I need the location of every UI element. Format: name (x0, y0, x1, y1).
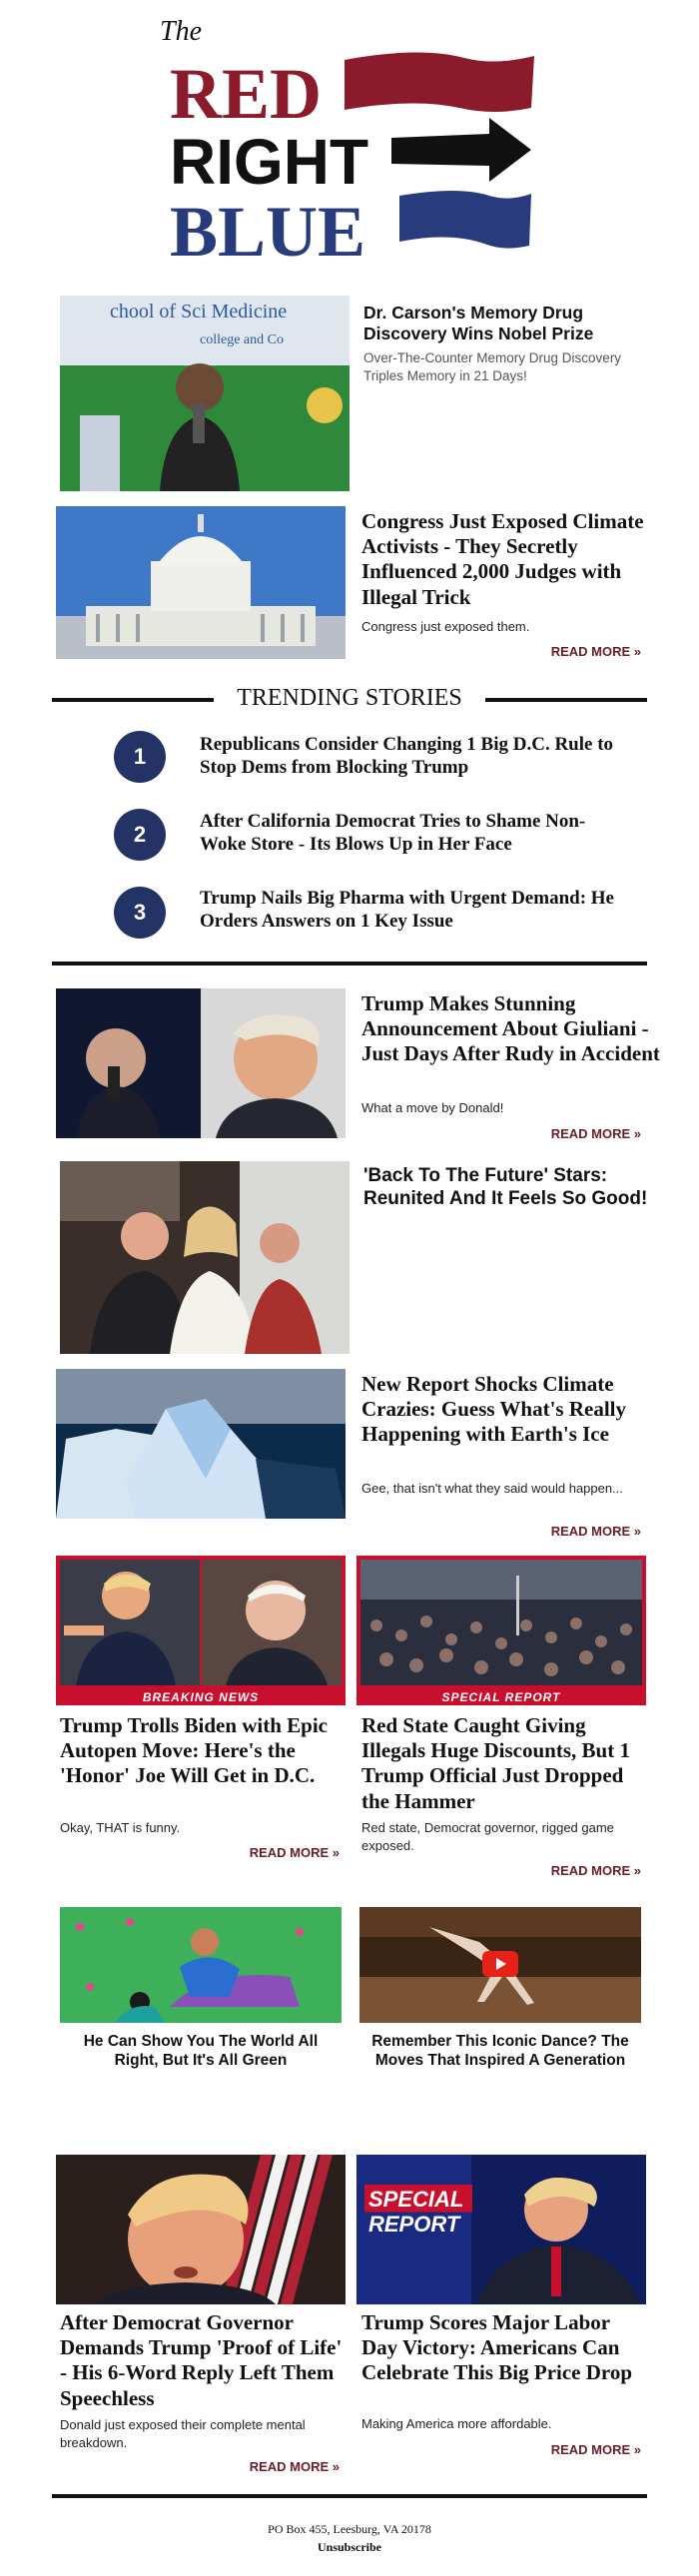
article-2-title[interactable]: Congress Just Exposed Climate Activists - They Secretly Influenced 2,000 Judges with Illegal Trick (361, 509, 644, 609)
three-people-reunion-image[interactable] (60, 1161, 350, 1354)
grid-2-left-teaser: Donald just exposed their complete mental breakdown. (60, 2417, 306, 2450)
logo-the: The (160, 18, 202, 47)
trending-rule-right (485, 698, 647, 702)
logo-blue: BLUE (170, 192, 366, 268)
trending-number-3: 3 (114, 887, 166, 939)
footer-address: PO Box 455, Leesburg, VA 20178 (268, 2522, 431, 2536)
article-1-teaser: Over-The-Counter Memory Drug Discovery Triples Memory in 21 Days! (363, 350, 622, 384)
dance-video-image[interactable] (359, 1907, 641, 2023)
logo-graphic (160, 18, 539, 268)
breaking-news-badge: BREAKING NEWS (56, 1689, 346, 1705)
article-3-read-more[interactable]: READ MORE » (550, 1126, 641, 1141)
article-3-teaser: What a move by Donald! (361, 1100, 504, 1115)
unsubscribe-link[interactable]: Unsubscribe (317, 2540, 381, 2554)
article-4-title[interactable]: 'Back To The Future' Stars: Reunited And It Feels So Good! (363, 1165, 648, 1209)
article-5-read-more[interactable]: READ MORE » (550, 1524, 641, 1539)
grid-2-right-title[interactable]: Trump Scores Major Labor Day Victory: Americans Can Celebrate This Big Price Drop (361, 2310, 633, 2385)
special-report-trump-image[interactable] (356, 2155, 646, 2304)
grid-1-left-teaser: Okay, THAT is funny. (60, 1820, 181, 1835)
svg-text:chool of Sci Medicine: chool of Sci Medicine (110, 301, 288, 322)
logo-right: RIGHT (170, 126, 369, 198)
article-3-title[interactable]: Trump Makes Stunning Announcement About Giuliani - Just Days After Rudy in Accident (361, 991, 660, 1066)
grid-1-right-title[interactable]: Red State Caught Giving Illegals Huge Discounts, But 1 Trump Official Just Dropped the Hammer (361, 1713, 630, 1813)
article-2-teaser: Congress just exposed them. (361, 619, 530, 634)
article-2-read-more[interactable]: READ MORE » (550, 644, 641, 659)
site-logo[interactable] (160, 18, 539, 268)
svg-text:college and Co: college and Co (200, 332, 284, 347)
play-button-icon[interactable] (482, 1951, 518, 1977)
speaker-at-podium-image[interactable] (60, 296, 350, 491)
grid-2-left-title[interactable]: After Democrat Governor Demands Trump 'Proof of Life' - His 6-Word Reply Left Them Speechless (60, 2310, 343, 2410)
trending-number-1: 1 (114, 731, 166, 783)
grid-2-right-read-more[interactable]: READ MORE » (550, 2442, 641, 2457)
grid-2-left-read-more[interactable]: READ MORE » (249, 2459, 340, 2474)
article-1-title[interactable]: Dr. Carson's Memory Drug Discovery Wins Nobel Prize (363, 303, 594, 343)
two-men-portrait-image[interactable] (56, 988, 346, 1138)
logo-red: RED (170, 54, 323, 134)
grid-1-right-read-more[interactable]: READ MORE » (550, 1863, 641, 1878)
video-left-title[interactable]: He Can Show You The World All Right, But It's All Green (83, 2033, 319, 2069)
footer-divider (52, 2494, 647, 2498)
trending-item-2[interactable]: After California Democrat Tries to Shame Non-Woke Store - Its Blows Up in Her Face (200, 811, 586, 855)
trending-item-3[interactable]: Trump Nails Big Pharma with Urgent Demand: He Orders Answers on 1 Key Issue (200, 888, 614, 932)
grid-2-right-teaser: Making America more affordable. (361, 2416, 552, 2431)
grid-1-right-teaser: Red state, Democrat governor, rigged game exposed. (361, 1820, 614, 1853)
section-divider-1 (52, 962, 647, 966)
aladdin-cartoon-image[interactable] (60, 1907, 342, 2023)
trump-closeup-image[interactable] (56, 2155, 346, 2304)
special-report-crowd-image[interactable] (356, 1556, 646, 1705)
special-report-badge: SPECIAL REPORT (356, 1689, 646, 1705)
iceberg-image[interactable] (56, 1369, 346, 1519)
article-5-teaser: Gee, that isn't what they said would happen... (361, 1481, 623, 1496)
article-5-title[interactable]: New Report Shocks Climate Crazies: Guess What's Really Happening with Earth's Ice (361, 1372, 627, 1447)
trending-rule-left (52, 698, 214, 702)
grid-1-left-read-more[interactable]: READ MORE » (249, 1845, 340, 1860)
capitol-building-image[interactable] (56, 506, 346, 659)
special-report-overlay: SPECIAL REPORT (364, 2185, 472, 2240)
video-right-title[interactable]: Remember This Iconic Dance? The Moves That Inspired A Generation (371, 2033, 629, 2069)
trending-number-2: 2 (114, 809, 166, 861)
breaking-news-image[interactable] (56, 1556, 346, 1705)
trending-heading: TRENDING STORIES (237, 685, 462, 711)
trending-item-1[interactable]: Republicans Consider Changing 1 Big D.C. Rule to Stop Dems from Blocking Trump (200, 734, 614, 778)
grid-1-left-title[interactable]: Trump Trolls Biden with Epic Autopen Move: Here's the 'Honor' Joe Will Get in D.C. (60, 1713, 329, 1788)
